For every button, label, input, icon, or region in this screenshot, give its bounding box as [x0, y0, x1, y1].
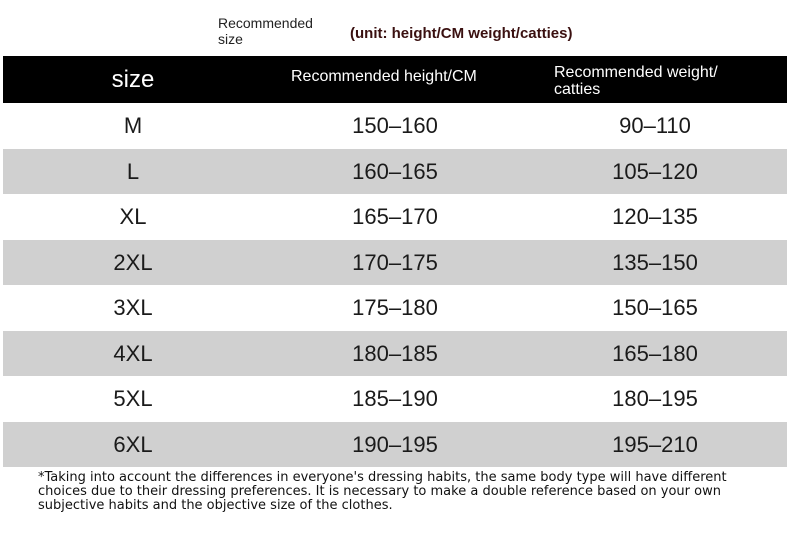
- recommended-size-title: Recommended size: [218, 15, 313, 47]
- table-row: [3, 240, 787, 286]
- footnote-text: *Taking into account the differences in everyone's dressing habits, the same body type will have different choices due to their dressing preferences. It is necessary to make a double reference based on your own subjective habits and the objective size of the clothes.: [38, 470, 727, 513]
- height-cell: 180–185: [352, 340, 438, 366]
- height-cell: 175–180: [352, 295, 438, 320]
- table-row: [3, 422, 787, 468]
- height-cell: 170–175: [352, 249, 438, 275]
- weight-cell: 150–165: [612, 295, 698, 320]
- table-row: [3, 331, 787, 377]
- column-header-height: Recommended height/CM: [291, 68, 477, 85]
- table-row: [3, 149, 787, 195]
- size-cell: L: [126, 158, 140, 184]
- table-row: [3, 194, 787, 240]
- weight-cell: 195–210: [612, 431, 698, 457]
- size-cell: 2XL: [113, 249, 153, 275]
- table-row: [3, 285, 787, 331]
- table-header-row: [3, 56, 787, 103]
- weight-cell: 90–110: [619, 113, 691, 138]
- weight-cell: 180–195: [612, 386, 698, 411]
- height-cell: 185–190: [352, 386, 438, 411]
- size-cell: 3XL: [113, 295, 153, 320]
- column-header-size: size: [111, 66, 155, 93]
- weight-cell: 120–135: [612, 204, 698, 229]
- weight-cell: 165–180: [612, 340, 698, 366]
- height-cell: 190–195: [352, 431, 438, 457]
- size-cell: 6XL: [113, 431, 153, 457]
- size-cell: 4XL: [113, 340, 153, 366]
- column-header-weight: Recommended weight/ catties: [554, 64, 718, 98]
- unit-note: (unit: height/CM weight/catties): [350, 25, 573, 42]
- size-cell: M: [123, 113, 143, 138]
- height-cell: 160–165: [352, 158, 438, 184]
- table-row: [3, 103, 787, 149]
- table-row: [3, 376, 787, 422]
- size-cell: XL: [119, 204, 147, 229]
- size-chart-table: [3, 56, 787, 467]
- size-cell: 5XL: [113, 386, 153, 411]
- weight-cell: 105–120: [612, 158, 698, 184]
- height-cell: 165–170: [352, 204, 438, 229]
- height-cell: 150–160: [352, 113, 438, 138]
- weight-cell: 135–150: [612, 249, 698, 275]
